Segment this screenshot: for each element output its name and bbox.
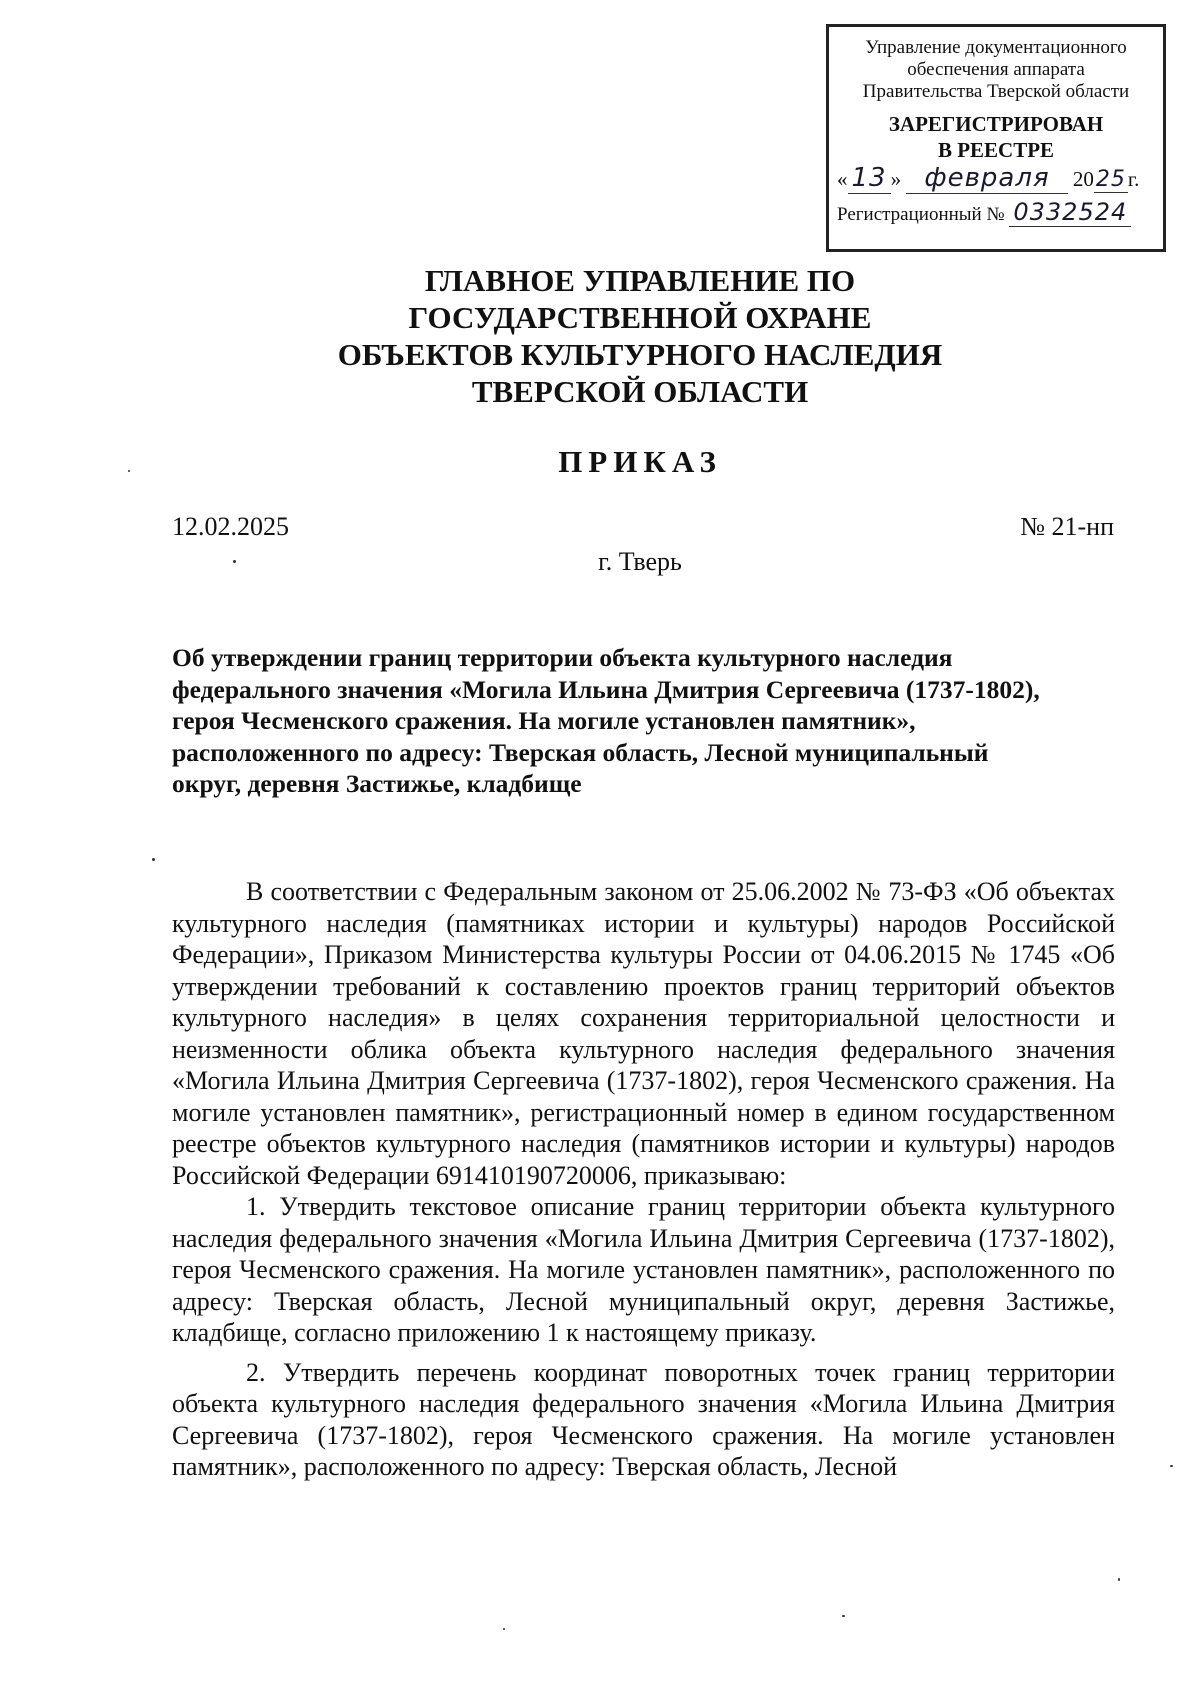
stamp-registered-line-1: ЗАРЕГИСТРИРОВАН	[888, 112, 1104, 136]
order-subject: Об утверждении границ территории объекта культурного наследия федерального значения «Могила Ильина Дмитрия Сергеевича (1737-1802), героя Чесменского сражения. На могиле установлен памятник», расположенного по адресу: Тверская область, Лесной муниципальный округ, деревня Застижье, кладбище	[172, 643, 1040, 798]
order-number: № 21-нп	[1020, 512, 1114, 541]
scan-speck	[1118, 1578, 1120, 1581]
stamp-year-prefix: 20	[1072, 167, 1094, 191]
stamp-number-value: 0332524	[1009, 198, 1131, 227]
stamp-day: 13	[848, 163, 891, 194]
order-city: г. Тверь	[598, 547, 682, 576]
agency-name	[200, 262, 1080, 410]
stamp-org-line-2: обеспечения аппарата	[907, 59, 1085, 80]
stamp-org-line-3: Правительства Тверской области	[862, 81, 1130, 102]
item-2-paragraph: 2. Утвердить перечень координат поворотных точек границ территории объекта культурного наследия федерального значения «Могила Ильина Дмитрия Сергеевича (1737-1802), героя Чесменского сражения. На могиле установлен памятник», расположенного по адресу: Тверская область, Лесной	[172, 1357, 1115, 1481]
preamble-paragraph: В соответствии с Федеральным законом от 25.06.2002 № 73-ФЗ «Об объектах культурного наследия (памятниках истории и культуры) народов Российской Федерации», Приказом Министерства культуры России от 04.06.2015 № 1745 «Об утверждении требований к составлению проектов границ территорий объектов культурного наследия» в целях сохранения территориальной целостности и неизменности облика объекта культурного наследия федерального значения «Могила Ильина Дмитрия Сергеевича (1737-1802), героя Чесменского сражения. На могиле установлен памятник», регистрационный номер в едином государственном реестре объектов культурного наследия (памятников истории и культуры) народов Российской Федерации 691410190720006, приказываю:	[172, 877, 1115, 1190]
stamp-year-suffix: 25	[1095, 167, 1126, 192]
stamp-org-line-1: Управление документационного	[865, 37, 1127, 58]
scan-speck	[842, 1615, 845, 1617]
scan-speck	[128, 470, 130, 472]
stamp-number-label: Регистрационный №	[837, 204, 1005, 225]
agency-line-3: ОБЪЕКТОВ КУЛЬТУРНОГО НАСЛЕДИЯ	[337, 337, 943, 372]
item-1-paragraph: 1. Утвердить текстовое описание границ территории объекта культурного наследия федерального значения «Могила Ильина Дмитрия Сергеевича (1737-1802), героя Чесменского сражения. На могиле установлен памятник», расположенного по адресу: Тверская область, Лесной муниципальный округ, деревня Застижье, кладбище, согласно приложению 1 к настоящему приказу.	[172, 1192, 1115, 1347]
scan-speck	[503, 1628, 505, 1630]
registration-stamp	[826, 24, 1166, 252]
stamp-registered-line-2: В РЕЕСТРЕ	[937, 138, 1055, 162]
agency-line-4: ТВЕРСКОЙ ОБЛАСТИ	[471, 374, 809, 409]
scan-speck	[152, 858, 155, 861]
order-date: 12.02.2025	[172, 512, 289, 541]
stamp-year-unit: г.	[1127, 167, 1140, 191]
agency-line-2: ГОСУДАРСТВЕННОЙ ОХРАНЕ	[408, 300, 872, 335]
scan-speck	[233, 560, 236, 563]
agency-line-1: ГЛАВНОЕ УПРАВЛЕНИЕ ПО	[424, 263, 856, 298]
stamp-date: « 13 » февраля 2025г.	[837, 163, 1140, 193]
stamp-number	[835, 198, 1157, 226]
order-body	[172, 876, 1115, 1483]
stamp-month: февраля	[906, 163, 1067, 194]
document-type-title: ПРИКАЗ	[558, 444, 722, 479]
scan-speck	[1170, 1465, 1173, 1467]
